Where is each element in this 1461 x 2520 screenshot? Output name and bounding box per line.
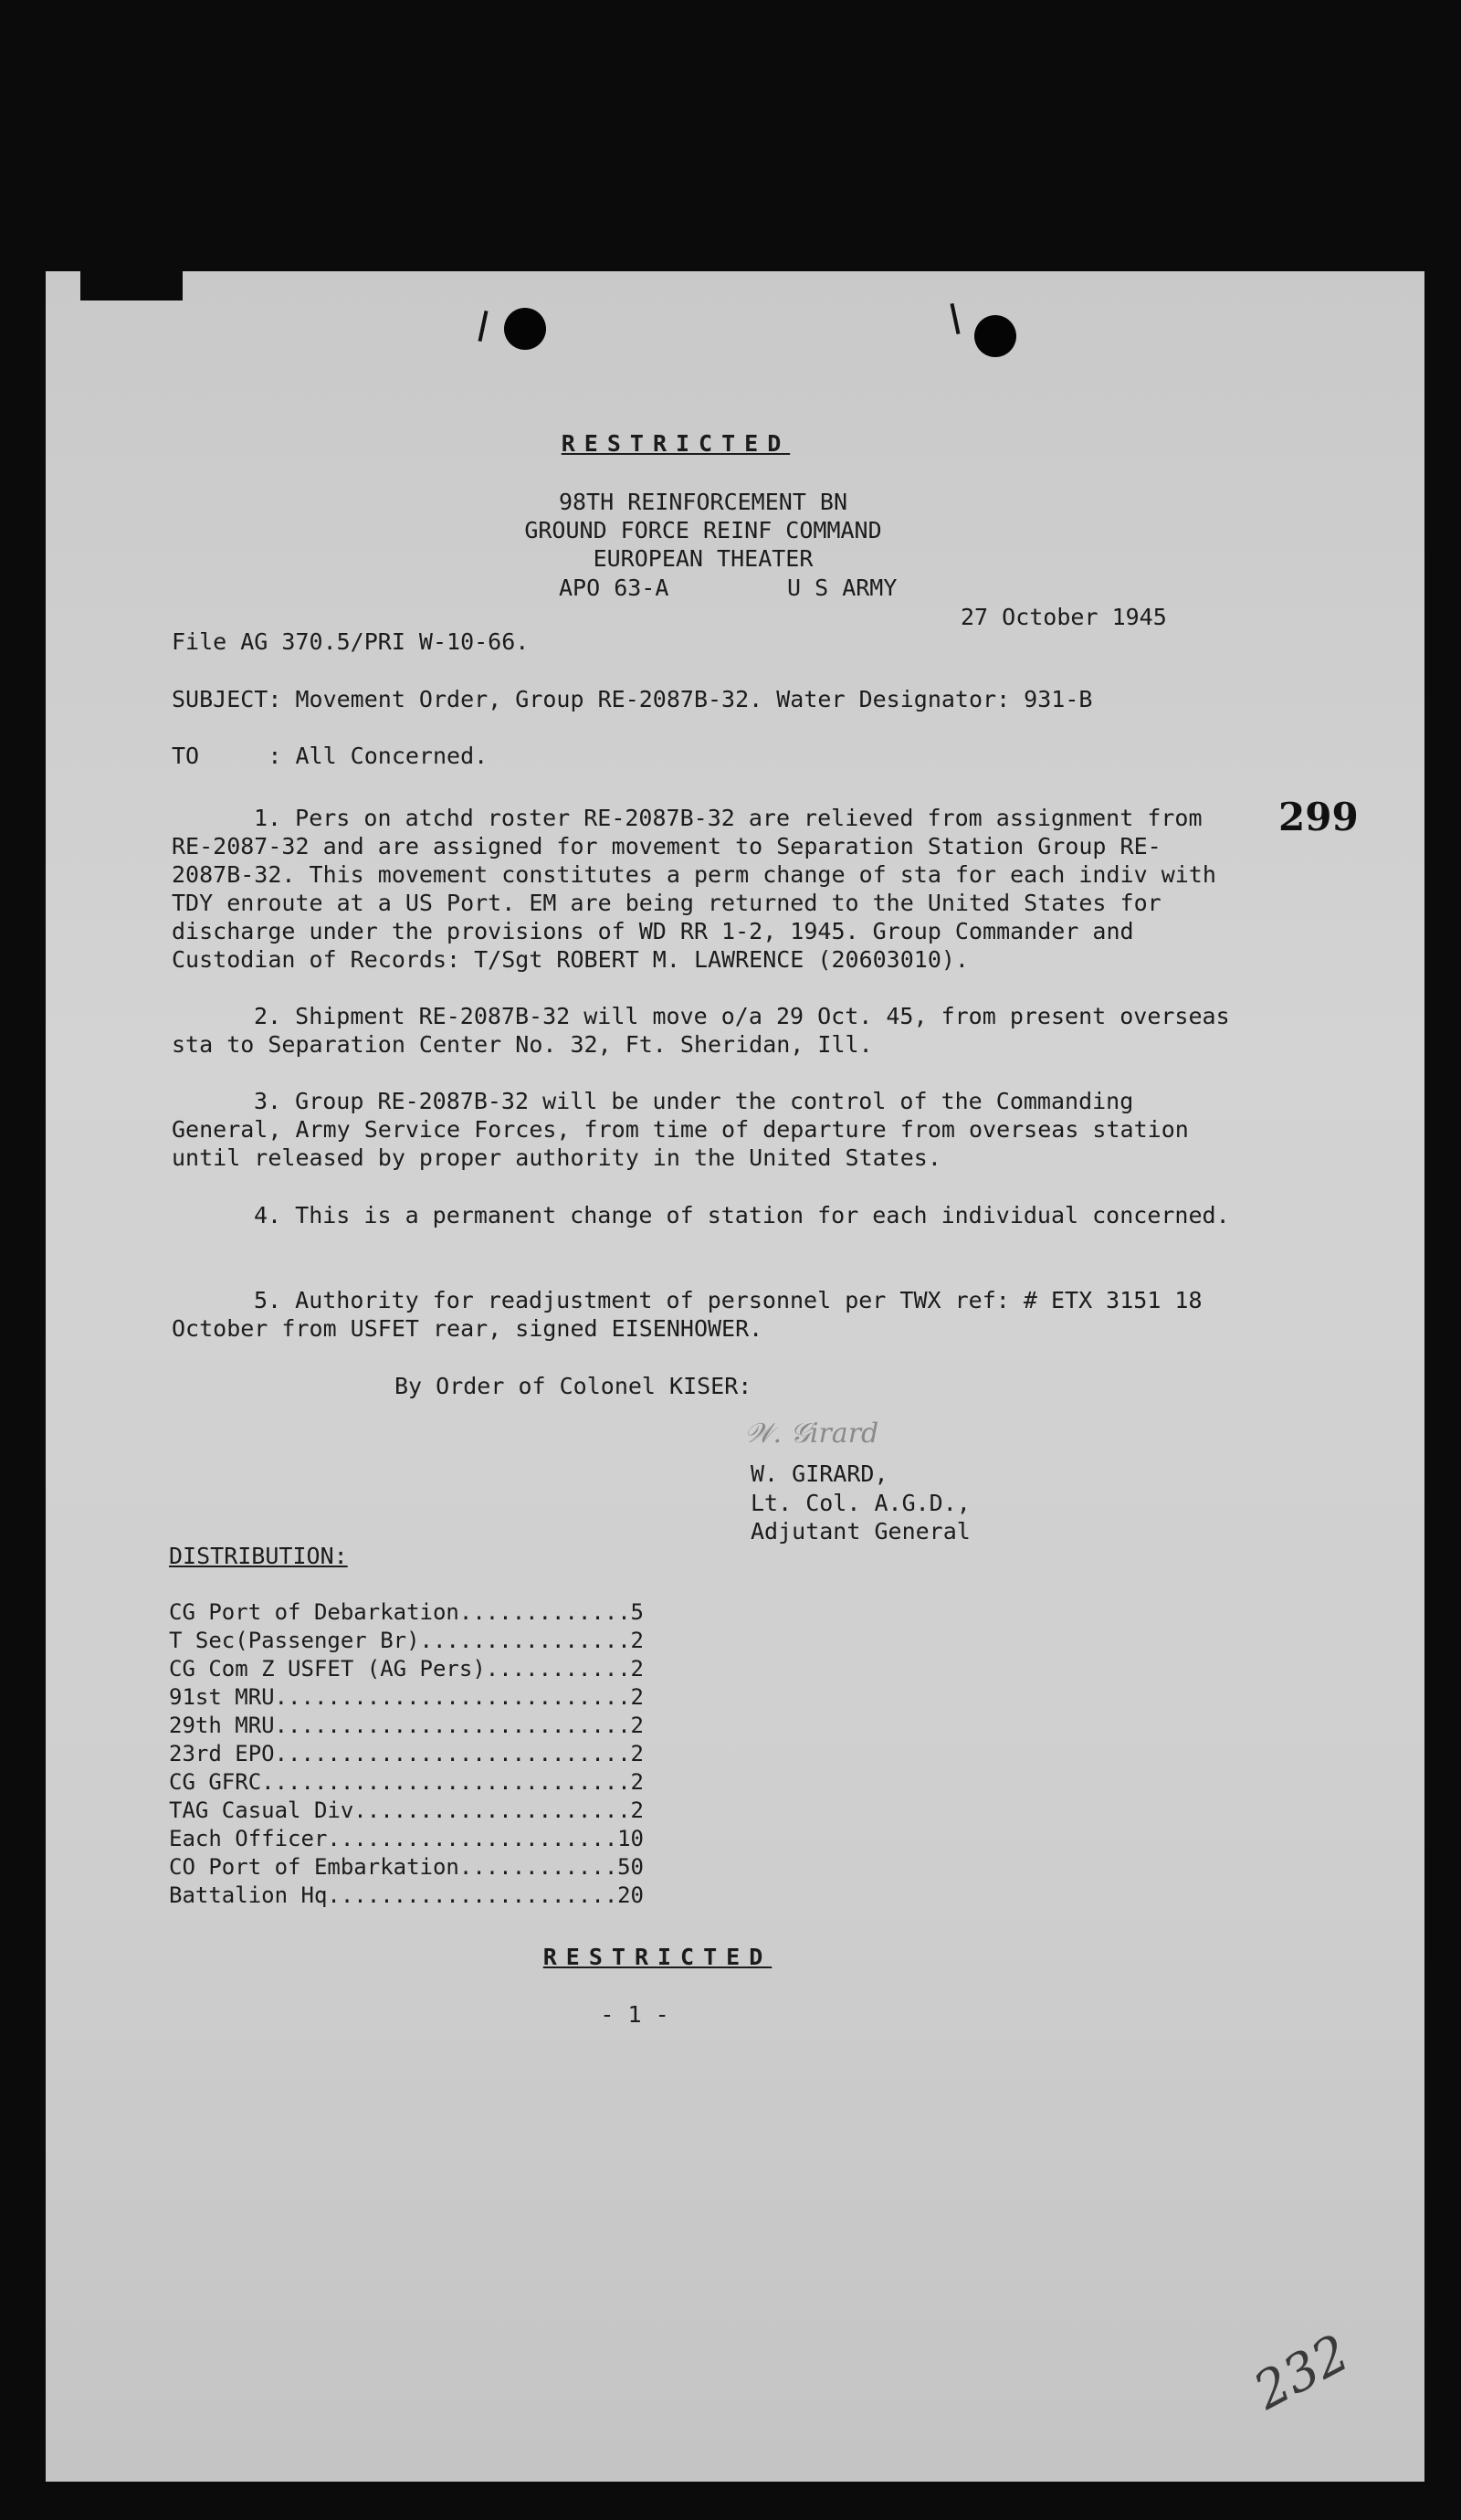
document-date: 27 October 1945 bbox=[961, 604, 1167, 630]
unit-line-1: 98TH REINFORCEMENT BN bbox=[558, 489, 848, 515]
army-line: U S ARMY bbox=[787, 575, 898, 601]
to-line: TO : All Concerned. bbox=[172, 743, 489, 769]
distribution-row: TAG Casual Div ..... 2 bbox=[169, 1797, 644, 1825]
handwritten-signature: 𝒲. 𝒢irard bbox=[744, 1418, 879, 1450]
paragraph-3: 3. Group RE-2087B-32 will be under the control of the Commanding General, Army Service Forces, from time of departure from overseas station until released by proper authority in the United States. bbox=[172, 1088, 1189, 1171]
signer-title: Adjutant General bbox=[751, 1518, 971, 1545]
paragraph-2: 2. Shipment RE-2087B-32 will move o/a 29 Oct. 45, from present overseas sta to Separation Center No. 32, Ft. Sheridan, Ill. bbox=[172, 1003, 1230, 1058]
distribution-row: 23rd EPO ..... 2 bbox=[169, 1740, 644, 1768]
distribution-heading: DISTRIBUTION: bbox=[169, 1543, 348, 1569]
distribution-row: T Sec(Passenger Br) ..... 2 bbox=[169, 1627, 644, 1655]
page-number: - 1 - bbox=[600, 2001, 669, 2028]
distribution-row: 29th MRU ..... 2 bbox=[169, 1712, 644, 1740]
distribution-row: CO Port of Embarkation ..... 50 bbox=[169, 1853, 644, 1882]
scan-edge-mark bbox=[80, 271, 183, 301]
distribution-row: CG GFRC ..... 2 bbox=[169, 1768, 644, 1797]
distribution-row: Each Officer ..... 10 bbox=[169, 1825, 644, 1853]
apo-line: APO 63-A bbox=[559, 575, 669, 601]
file-reference: File AG 370.5/PRI W-10-66. bbox=[172, 628, 530, 655]
punch-hole-right bbox=[974, 315, 1016, 357]
paragraph-4: 4. This is a permanent change of station for each individual concerned. bbox=[254, 1202, 1230, 1228]
signer-name: W. GIRARD, bbox=[751, 1460, 888, 1487]
distribution-row: 91st MRU ..... 2 bbox=[169, 1683, 644, 1712]
by-order-line: By Order of Colonel KISER: bbox=[394, 1373, 752, 1399]
page-stamp-number: 299 bbox=[1278, 795, 1359, 839]
paragraph-5: 5. Authority for readjustment of personnel per TWX ref: # ETX 3151 18 October from USFET rear, signed EISENHOWER. bbox=[172, 1287, 1203, 1342]
paragraph-1: 1. Pers on atchd roster RE-2087B-32 are relieved from assignment from RE-2087-32 and are assigned for movement to Separation Station Group RE-2087B-32. This movement constitutes a perm change of sta for each indiv with TDY enroute at a US Port. EM are being returned to the United States for discharge under the provisions of WD RR 1-2, 1945. Group Commander and Custodian of Records: T/Sgt ROBERT M. LAWRENCE (20603010). bbox=[172, 805, 1216, 973]
subject-line: SUBJECT: Movement Order, Group RE-2087B-32. Water Designator: 931-B bbox=[172, 686, 1093, 712]
unit-line-3: EUROPEAN THEATER bbox=[593, 545, 814, 572]
distribution-row: CG Port of Debarkation ..... 5 bbox=[169, 1598, 644, 1627]
handwritten-archive-number: 232 bbox=[1244, 2323, 1359, 2422]
distribution-row: Battalion Hq ..... 20 bbox=[169, 1882, 644, 1910]
distribution-row: CG Com Z USFET (AG Pers) ..... 2 bbox=[169, 1655, 644, 1683]
classification-top: RESTRICTED bbox=[561, 430, 791, 457]
distribution-list bbox=[169, 1598, 644, 1910]
classification-bottom: RESTRICTED bbox=[542, 1944, 773, 1970]
unit-line-2: GROUND FORCE REINF COMMAND bbox=[524, 517, 882, 543]
signer-rank: Lt. Col. A.G.D., bbox=[751, 1490, 971, 1516]
punch-hole-left bbox=[504, 308, 546, 350]
